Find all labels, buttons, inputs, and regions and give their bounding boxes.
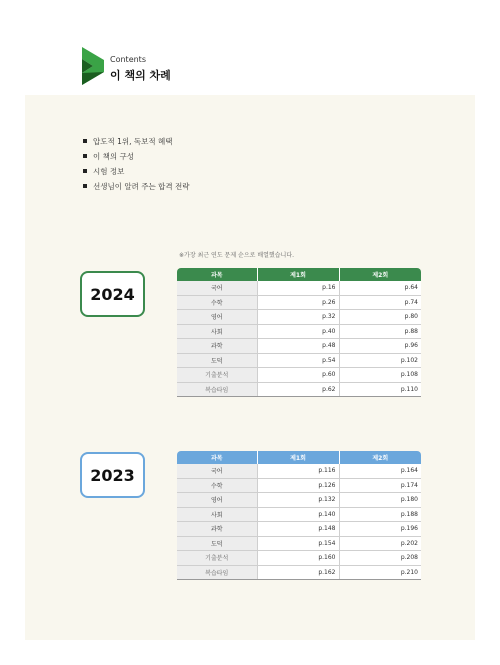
page-link[interactable]: p.110: [339, 382, 421, 397]
page-link[interactable]: p.60: [257, 368, 339, 383]
subject-cell: 도덕: [177, 353, 257, 368]
page-link[interactable]: p.196: [339, 522, 421, 537]
subject-cell: 수학: [177, 295, 257, 310]
ordering-note: ※가장 최근 연도 문제 순으로 배열했습니다.: [179, 252, 295, 259]
page-link[interactable]: p.148: [257, 522, 339, 537]
page-link[interactable]: p.96: [339, 339, 421, 354]
subject-cell: 영어: [177, 493, 257, 508]
table-row: [177, 478, 421, 493]
page-link[interactable]: p.188: [339, 507, 421, 522]
year-badge-2024: 2024: [80, 271, 145, 317]
page-link[interactable]: p.164: [339, 464, 421, 478]
page-link[interactable]: p.74: [339, 295, 421, 310]
column-header-round1: 제1회: [257, 451, 339, 464]
toc-table-2023: [177, 451, 421, 580]
page-link[interactable]: p.210: [339, 565, 421, 580]
table-row: [177, 310, 421, 325]
table-row: [177, 353, 421, 368]
column-header-round2: 제2회: [339, 451, 421, 464]
table-row: [177, 324, 421, 339]
subject-cell: 국어: [177, 464, 257, 478]
page-link[interactable]: p.64: [339, 281, 421, 295]
toc-table-2024: [177, 268, 421, 397]
subject-cell: 복습타임: [177, 382, 257, 397]
page-link[interactable]: p.102: [339, 353, 421, 368]
page-link[interactable]: p.202: [339, 536, 421, 551]
subject-cell: 도덕: [177, 536, 257, 551]
subject-cell: 기출분석: [177, 551, 257, 566]
subject-cell: 과학: [177, 339, 257, 354]
subject-cell: 사회: [177, 507, 257, 522]
page-link[interactable]: p.140: [257, 507, 339, 522]
table-row: [177, 281, 421, 295]
page-link[interactable]: p.154: [257, 536, 339, 551]
page-link[interactable]: p.208: [339, 551, 421, 566]
column-header-subject: 과목: [177, 451, 257, 464]
subject-cell: 기출분석: [177, 368, 257, 383]
table-row: [177, 507, 421, 522]
intro-item[interactable]: 이 책의 구성: [83, 149, 189, 164]
page-link[interactable]: p.160: [257, 551, 339, 566]
chevron-logo-icon: [82, 47, 104, 85]
column-header-round2: 제2회: [339, 268, 421, 281]
page-link[interactable]: p.132: [257, 493, 339, 508]
table-row: [177, 565, 421, 580]
subject-cell: 복습타임: [177, 565, 257, 580]
intro-item[interactable]: 시험 정보: [83, 164, 189, 179]
table-row: [177, 368, 421, 383]
intro-list: [83, 134, 189, 194]
page-link[interactable]: p.108: [339, 368, 421, 383]
page-link[interactable]: p.162: [257, 565, 339, 580]
table-row: [177, 536, 421, 551]
table-row: [177, 339, 421, 354]
page-link[interactable]: p.88: [339, 324, 421, 339]
subject-cell: 국어: [177, 281, 257, 295]
intro-item[interactable]: 선생님이 알려 주는 합격 전략: [83, 179, 189, 194]
page-link[interactable]: p.26: [257, 295, 339, 310]
column-header-round1: 제1회: [257, 268, 339, 281]
page-link[interactable]: p.16: [257, 281, 339, 295]
contents-panel: [25, 95, 475, 640]
table-row: [177, 295, 421, 310]
page-title: 이 책의 차례: [110, 69, 171, 82]
page-link[interactable]: p.116: [257, 464, 339, 478]
table-row: [177, 551, 421, 566]
table-row: [177, 464, 421, 478]
page-link[interactable]: p.32: [257, 310, 339, 325]
subject-cell: 영어: [177, 310, 257, 325]
year-badge-2023: 2023: [80, 452, 145, 498]
page-link[interactable]: p.126: [257, 478, 339, 493]
page-link[interactable]: p.80: [339, 310, 421, 325]
page-link[interactable]: p.174: [339, 478, 421, 493]
page-link[interactable]: p.48: [257, 339, 339, 354]
page-link[interactable]: p.62: [257, 382, 339, 397]
column-header-subject: 과목: [177, 268, 257, 281]
table-row: [177, 382, 421, 397]
contents-label: Contents: [110, 55, 146, 64]
table-row: [177, 522, 421, 537]
subject-cell: 사회: [177, 324, 257, 339]
page-link[interactable]: p.180: [339, 493, 421, 508]
subject-cell: 수학: [177, 478, 257, 493]
subject-cell: 과학: [177, 522, 257, 537]
table-row: [177, 493, 421, 508]
intro-item[interactable]: 압도적 1위, 독보적 혜택: [83, 134, 189, 149]
page-link[interactable]: p.40: [257, 324, 339, 339]
page-link[interactable]: p.54: [257, 353, 339, 368]
